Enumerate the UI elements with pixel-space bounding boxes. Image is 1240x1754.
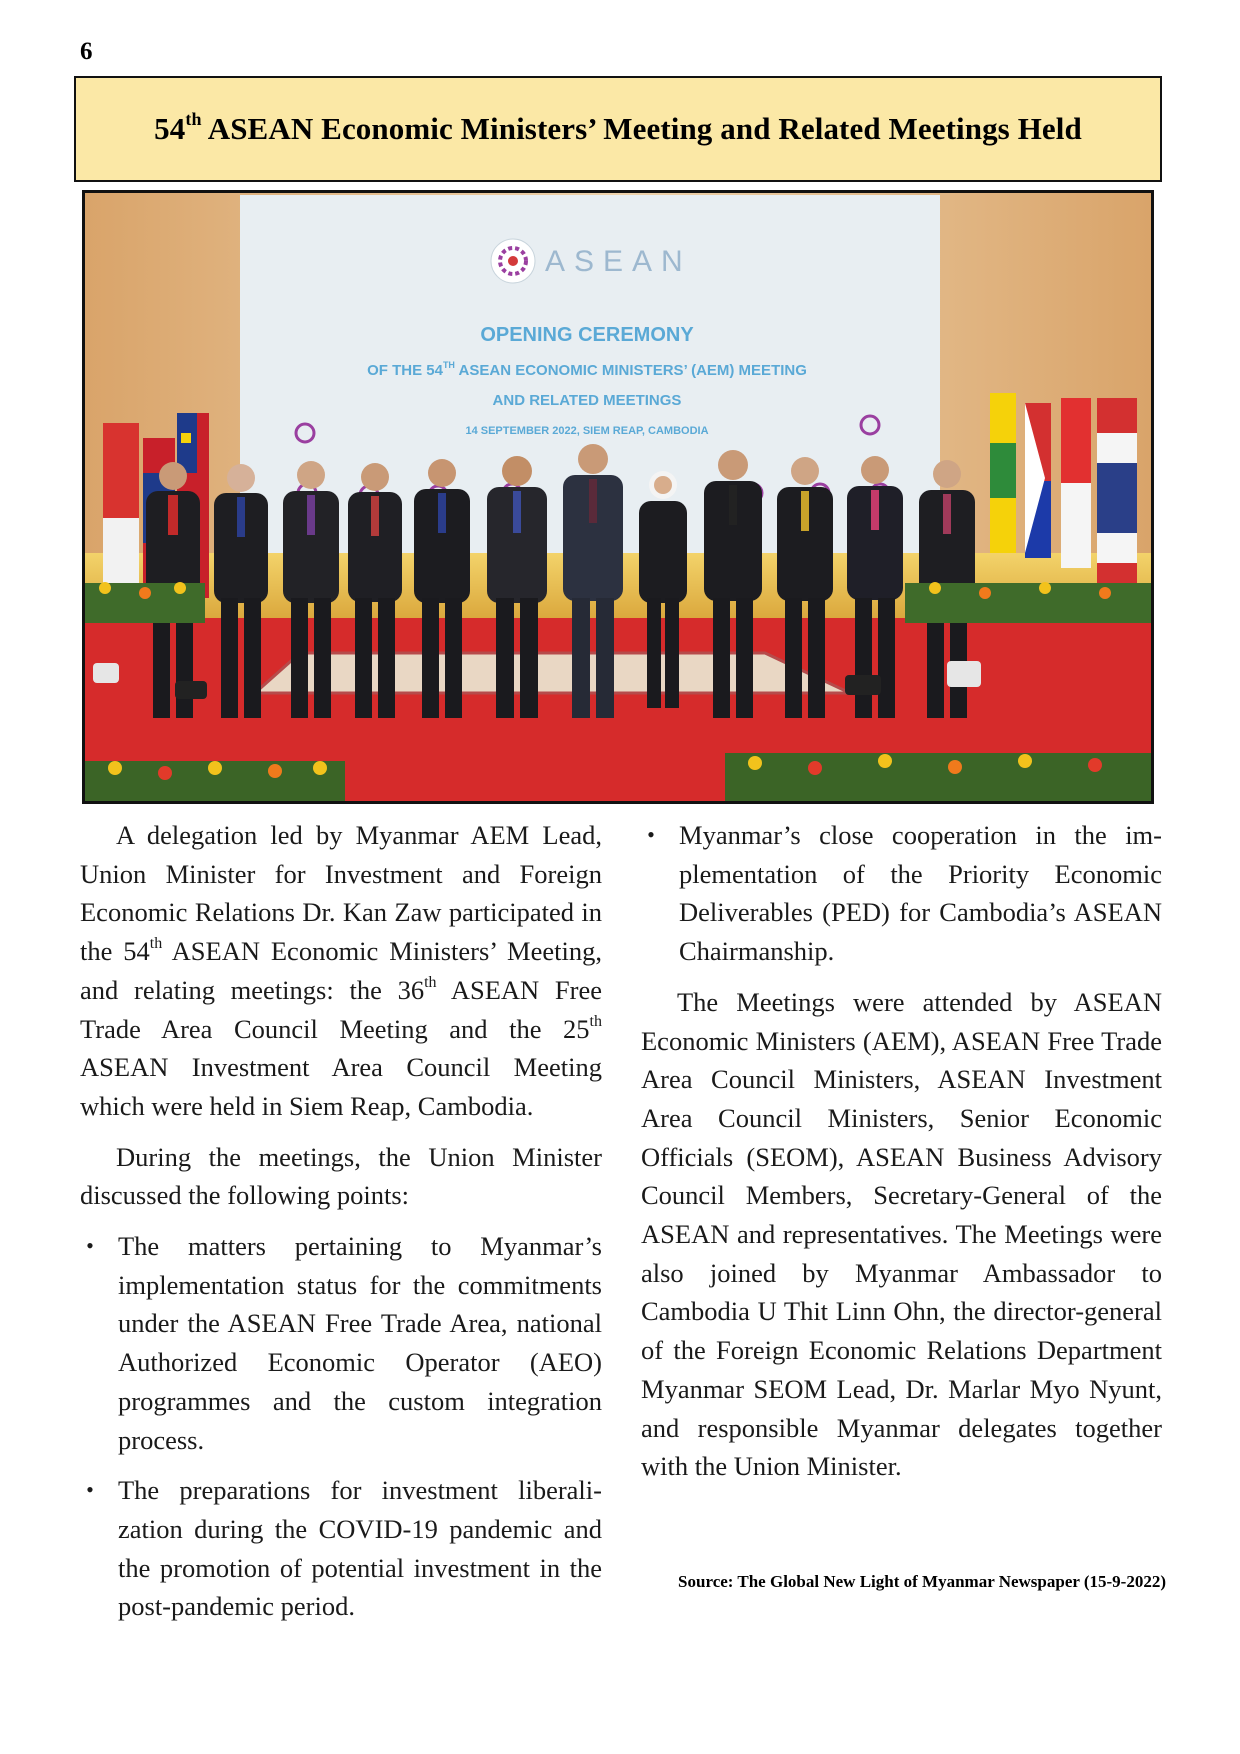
stage-rug bbox=[255, 653, 850, 693]
article-paragraph-2: During the meetings, the Union Minister discussed the following points: bbox=[80, 1141, 602, 1211]
title-ordinal-number: 54 bbox=[154, 111, 186, 146]
list-item-text: The preparations for investment liberalization during the COVID-19 pandemic and the promotion of potential investment in the post-pandemic period. bbox=[118, 1475, 602, 1622]
article-title-box bbox=[74, 76, 1162, 182]
bullet-icon: • bbox=[86, 1233, 94, 1259]
list-item-text: The matters pertaining to Myanmar’s implementation status for the commitments under the ASEAN Free Trade Area, national Authorized Economic Operator (AEO) programmes and the custom integration process. bbox=[118, 1231, 602, 1455]
title-ordinal-suffix: th bbox=[185, 109, 202, 129]
source-citation: Source: The Global New Light of Myanmar Newspaper (15-9-2022) bbox=[678, 1572, 1166, 1591]
ceremony-photo bbox=[82, 190, 1154, 804]
article-paragraph-1: A delegation led by Myanmar AEM Lead, Union Minister for Investment and Foreign Economic Relations Dr. Kan Zaw participated in the 54th ASEAN Economic Ministers’ Meeting, and relating meetings: the 36th ASEAN Free Trade Area Council Meeting and the 25th ASEAN Investment Area Council Meeting which were held in Siem Reap, Cambodia. bbox=[80, 820, 602, 1121]
list-item-text: Myanmar’s close cooperation in the implementation of the Priority Economic Deliverables (PED) for Cambodia’s ASEAN Chairmanship. bbox=[679, 820, 1162, 967]
banner-line-4: 14 SEPTEMBER 2022, SIEM REAP, CAMBODIA bbox=[465, 425, 709, 437]
bullet-icon: • bbox=[86, 1477, 94, 1503]
discussion-points-list-continued bbox=[641, 816, 1162, 971]
article-column-right bbox=[641, 816, 1162, 1498]
discussion-points-list bbox=[80, 1227, 602, 1626]
list-item bbox=[80, 1471, 602, 1626]
list-item bbox=[80, 1227, 602, 1459]
asean-logo-icon bbox=[491, 239, 535, 283]
article-paragraph-3: The Meetings were attended by ASEAN Economic Ministers (AEM), ASEAN Free Trade Area Council Ministers, ASEAN Investment Area Council Ministers, Senior Economic Officials (SEOM), ASEAN Business Advisory Council Members, Secretary-General of the ASEAN and representatives. The Meetings were also joined by Myanmar Ambassador to Cambodia U Thit Linn Ohn, the director-general of the Foreign Economic Relations Department Myanmar SEOM Lead, Dr. Marlar Myo Nyunt, and responsible Myanmar delegates together with the Union Minister. bbox=[641, 986, 1162, 1482]
banner-line-1: OPENING CEREMONY bbox=[480, 324, 694, 346]
title-text: ASEAN Economic Ministers’ Meeting and Related Meetings Held bbox=[201, 111, 1082, 146]
banner-logo-text: ASEAN bbox=[545, 245, 692, 278]
banner-line-2: OF THE 54TH ASEAN ECONOMIC MINISTERS’ (AEM) MEETING bbox=[367, 360, 807, 379]
article-column-left bbox=[80, 816, 602, 1638]
page-number: 6 bbox=[80, 38, 93, 65]
article-title bbox=[154, 111, 1082, 147]
bullet-icon: • bbox=[647, 822, 655, 847]
banner-line-3: AND RELATED MEETINGS bbox=[492, 392, 682, 409]
ceremony-photo-illustration bbox=[85, 193, 1151, 801]
list-item bbox=[641, 816, 1162, 971]
